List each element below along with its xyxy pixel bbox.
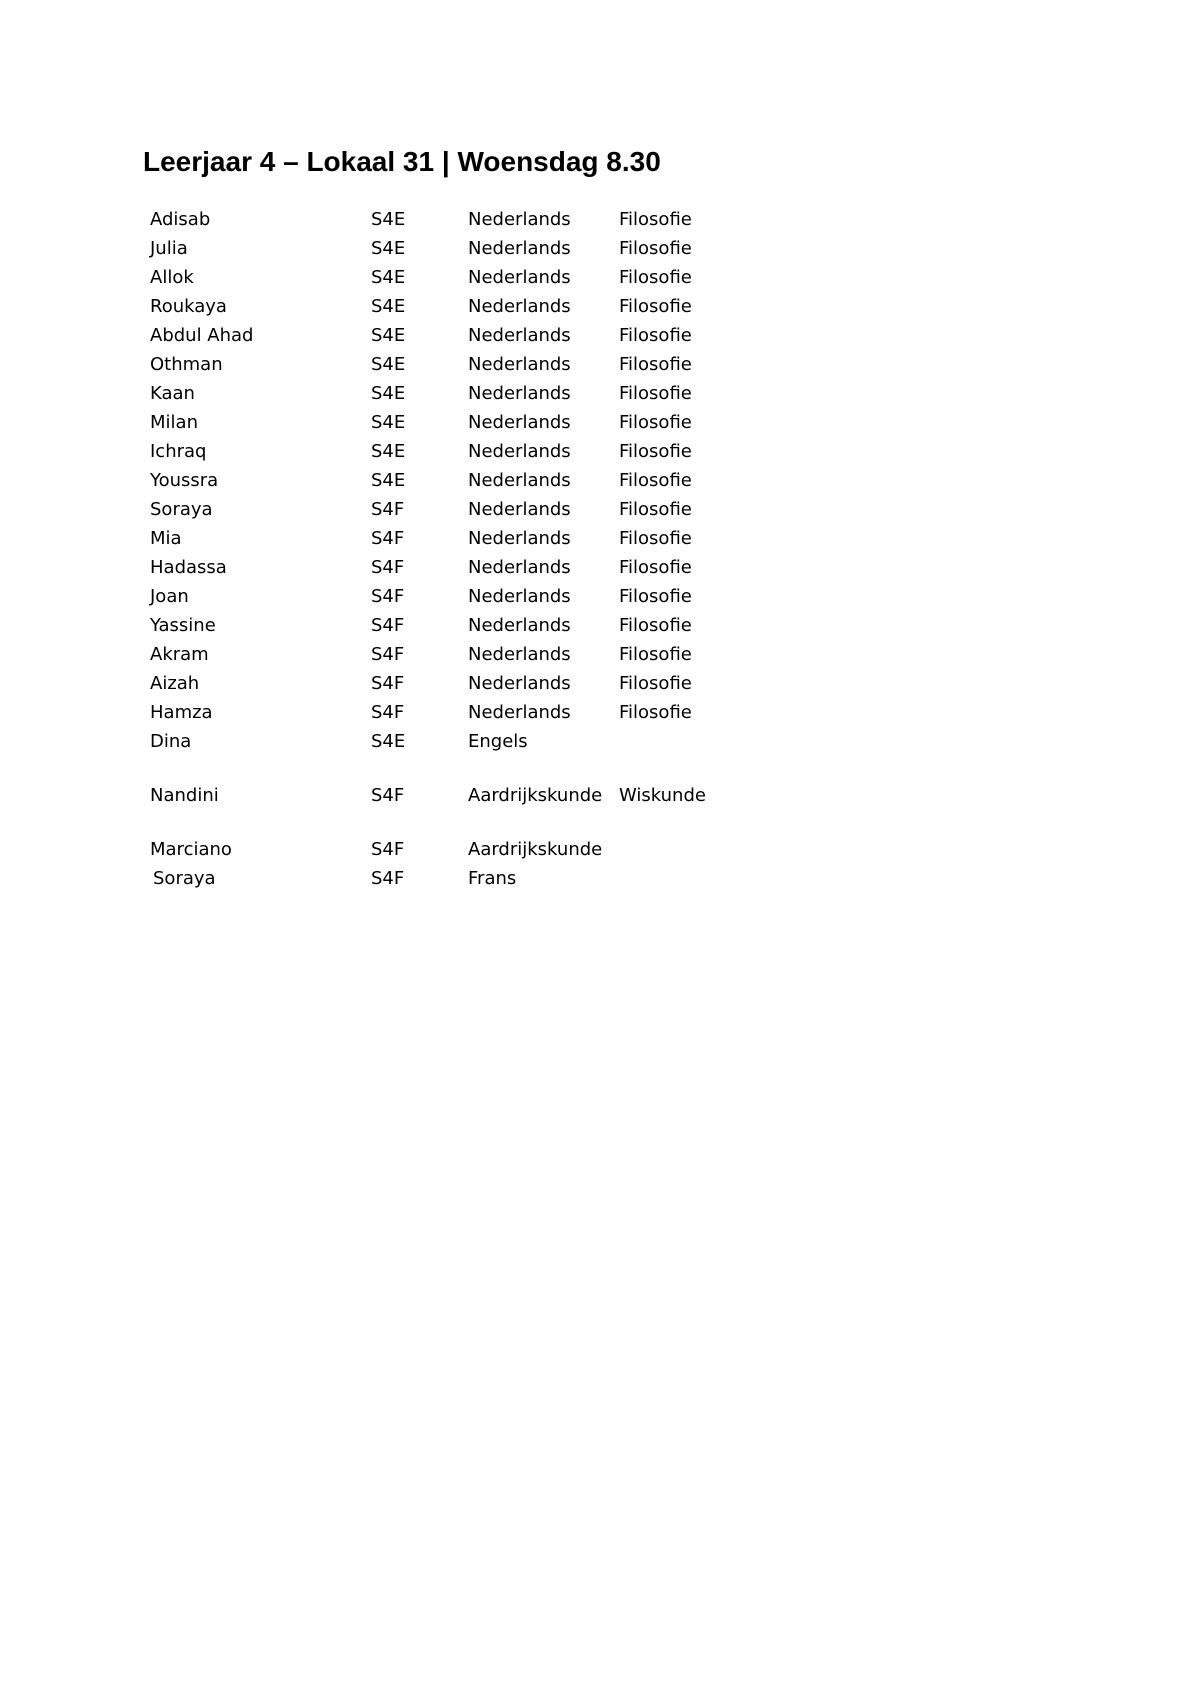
subject-2: Filosofie — [619, 673, 692, 694]
table-row — [150, 610, 739, 639]
table-row — [150, 262, 739, 291]
table-row — [150, 755, 739, 809]
table-row — [150, 349, 739, 378]
student-name: Othman — [150, 354, 223, 375]
subject-1: Aardrijkskunde — [468, 839, 603, 860]
table-row — [150, 581, 739, 610]
subject-1: Nederlands — [468, 644, 571, 665]
table-row — [150, 639, 739, 668]
student-name: Aizah — [150, 673, 200, 694]
table-row — [150, 863, 739, 892]
table-row — [150, 494, 739, 523]
subject-1: Nederlands — [468, 296, 571, 317]
subject-1: Nederlands — [468, 412, 571, 433]
student-name: Nandini — [150, 785, 219, 806]
subject-2: Filosofie — [619, 238, 692, 259]
student-class: S4F — [371, 557, 405, 578]
subject-1: Nederlands — [468, 673, 571, 694]
student-class: S4E — [371, 209, 406, 230]
table-row — [150, 809, 739, 863]
subject-2: Filosofie — [619, 383, 692, 404]
table-row — [150, 523, 739, 552]
table-row — [150, 465, 739, 494]
subject-1: Nederlands — [468, 325, 571, 346]
subject-1: Aardrijkskunde — [468, 785, 603, 806]
student-class: S4F — [371, 615, 405, 636]
document-title: Leerjaar 4 – Lokaal 31 | Woensdag 8.30 — [143, 146, 661, 177]
table-row — [150, 320, 739, 349]
subject-1: Nederlands — [468, 238, 571, 259]
table-row — [150, 291, 739, 320]
table-row — [150, 204, 739, 233]
subject-1: Nederlands — [468, 586, 571, 607]
table-row — [150, 697, 739, 726]
student-name: Yassine — [150, 615, 216, 636]
subject-2 — [619, 863, 739, 892]
subject-1: Nederlands — [468, 615, 571, 636]
subject-1: Nederlands — [468, 354, 571, 375]
subject-1: Engels — [468, 731, 528, 752]
student-class: S4E — [371, 325, 406, 346]
student-name: Abdul Ahad — [150, 325, 254, 346]
subject-2: Filosofie — [619, 470, 692, 491]
student-class: S4E — [371, 354, 406, 375]
subject-1: Nederlands — [468, 557, 571, 578]
student-class: S4E — [371, 383, 406, 404]
student-class: S4E — [371, 441, 406, 462]
table-row — [150, 407, 739, 436]
subject-2: Filosofie — [619, 441, 692, 462]
student-name: Dina — [150, 731, 192, 752]
student-class: S4F — [371, 839, 405, 860]
student-class: S4F — [371, 528, 405, 549]
student-name: Milan — [150, 412, 198, 433]
subject-2: Filosofie — [619, 267, 692, 288]
student-name: Joan — [150, 586, 189, 607]
student-name: Marciano — [150, 839, 232, 860]
student-class: S4E — [371, 731, 406, 752]
student-class: S4E — [371, 267, 406, 288]
student-class: S4E — [371, 412, 406, 433]
student-name: Youssra — [150, 470, 219, 491]
student-name: Soraya — [150, 499, 213, 520]
subject-2: Filosofie — [619, 296, 692, 317]
student-name: Soraya — [153, 868, 216, 889]
student-class: S4F — [371, 868, 405, 889]
subject-2: Filosofie — [619, 644, 692, 665]
subject-2: Filosofie — [619, 615, 692, 636]
table-row — [150, 378, 739, 407]
student-name: Roukaya — [150, 296, 227, 317]
subject-1: Nederlands — [468, 441, 571, 462]
student-name: Ichraq — [150, 441, 207, 462]
subject-2: Filosofie — [619, 702, 692, 723]
subject-1: Frans — [468, 868, 517, 889]
student-class: S4F — [371, 702, 405, 723]
subject-2: Wiskunde — [619, 785, 706, 806]
student-class: S4E — [371, 296, 406, 317]
student-class: S4E — [371, 470, 406, 491]
subject-2: Filosofie — [619, 209, 692, 230]
student-class: S4F — [371, 499, 405, 520]
table-row — [150, 233, 739, 262]
subject-2: Filosofie — [619, 528, 692, 549]
subject-2 — [619, 809, 739, 863]
subject-2: Filosofie — [619, 412, 692, 433]
student-table — [150, 204, 739, 892]
subject-2 — [619, 726, 739, 755]
subject-1: Nederlands — [468, 702, 571, 723]
student-name: Kaan — [150, 383, 195, 404]
student-class: S4F — [371, 785, 405, 806]
subject-1: Nederlands — [468, 499, 571, 520]
subject-1: Nederlands — [468, 267, 571, 288]
student-class: S4F — [371, 586, 405, 607]
student-name: Adisab — [150, 209, 211, 230]
table-row — [150, 668, 739, 697]
table-row — [150, 726, 739, 755]
student-name: Akram — [150, 644, 209, 665]
subject-2: Filosofie — [619, 325, 692, 346]
subject-2: Filosofie — [619, 586, 692, 607]
student-class: S4F — [371, 673, 405, 694]
student-name: Mia — [150, 528, 182, 549]
table-row — [150, 552, 739, 581]
student-name: Hamza — [150, 702, 213, 723]
subject-1: Nederlands — [468, 209, 571, 230]
student-name: Allok — [150, 267, 194, 288]
subject-1: Nederlands — [468, 383, 571, 404]
student-class: S4F — [371, 644, 405, 665]
subject-1: Nederlands — [468, 470, 571, 491]
student-name: Julia — [150, 238, 188, 259]
subject-2: Filosofie — [619, 499, 692, 520]
subject-2: Filosofie — [619, 354, 692, 375]
student-class: S4E — [371, 238, 406, 259]
subject-2: Filosofie — [619, 557, 692, 578]
subject-1: Nederlands — [468, 528, 571, 549]
table-row — [150, 436, 739, 465]
student-name: Hadassa — [150, 557, 227, 578]
